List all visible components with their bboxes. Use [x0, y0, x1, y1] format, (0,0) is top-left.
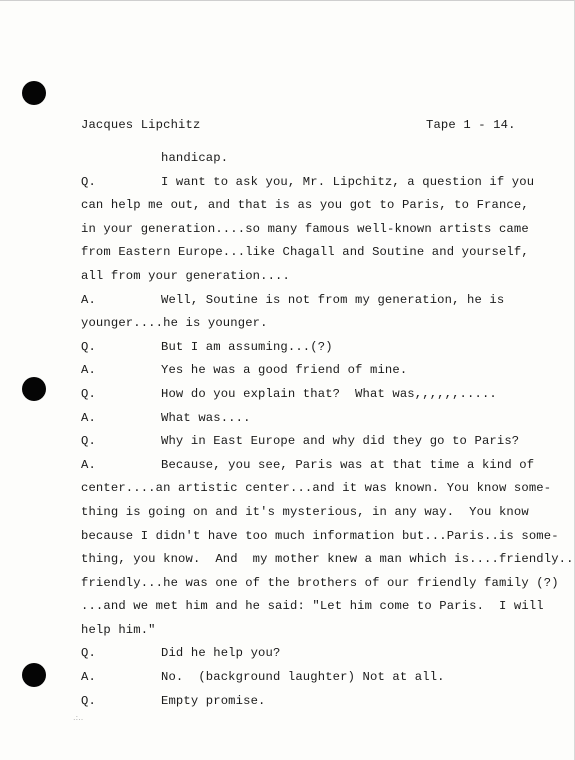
transcript-line [81, 433, 541, 457]
line-text: younger....he is younger. [81, 316, 268, 331]
speaker-label: A. [81, 670, 96, 685]
transcript-line [81, 197, 541, 221]
line-text: can help me out, and that is as you got to Paris, to France, [81, 198, 529, 213]
line-text: in your generation....so many famous well-known artists came [81, 221, 529, 236]
transcript-line [81, 150, 541, 174]
line-text: because I didn't have too much information but...Paris..is some- [81, 528, 559, 543]
transcript-line [81, 410, 541, 434]
transcript-line [81, 480, 552, 504]
line-text: But I am assuming...(?) [161, 339, 333, 354]
speaker-label: A. [81, 410, 96, 425]
line-text: Why in East Europe and why did they go to Paris? [161, 434, 520, 449]
line-text: Empty promise. [161, 693, 266, 708]
transcript-body [81, 150, 574, 716]
punch-hole-top [22, 81, 46, 105]
transcript-line [81, 292, 541, 316]
transcript-line [81, 622, 541, 646]
line-text: How do you explain that? What was,,,,,,..... [161, 386, 497, 401]
line-text: No. (background laughter) Not at all. [161, 670, 445, 685]
header-interviewee-name: Jacques Lipchitz [81, 118, 201, 132]
line-text: from Eastern Europe...like Chagall and Soutine and yourself, [81, 245, 529, 260]
line-text: center....an artistic center...and it was known. You know some- [81, 481, 552, 496]
speaker-label: Q. [81, 339, 96, 354]
line-text: help him." [81, 622, 156, 637]
transcript-line [81, 174, 541, 198]
transcript-line [81, 551, 574, 575]
transcript-line [81, 528, 559, 552]
line-text: Did he help you? [161, 646, 281, 661]
line-text: I want to ask you, Mr. Lipchitz, a question if you [161, 174, 535, 189]
line-text: friendly...he was one of the brothers of our friendly family (?) [81, 575, 559, 590]
transcript-line [81, 693, 541, 717]
transcript-line [81, 268, 541, 292]
line-text: ...and we met him and he said: "Let him come to Paris. I will [81, 599, 544, 614]
transcript-line [81, 504, 541, 528]
transcript-line [81, 645, 541, 669]
scan-smudge: .:.. [73, 713, 84, 722]
speaker-label: A. [81, 457, 96, 472]
transcript-line [81, 669, 541, 693]
transcript-line [81, 457, 541, 481]
line-text: thing, you know. And my mother knew a man which is....friendly.. [81, 552, 574, 567]
transcript-line [81, 362, 541, 386]
speaker-label: Q. [81, 646, 96, 661]
speaker-label: Q. [81, 386, 96, 401]
line-text: thing is going on and it's mysterious, in any way. You know [81, 504, 529, 519]
line-text: What was.... [161, 410, 251, 425]
speaker-label: A. [81, 363, 96, 378]
transcript-line [81, 221, 541, 245]
header-tape-page: Tape 1 - 14. [426, 118, 516, 132]
speaker-label: Q. [81, 174, 96, 189]
punch-hole-middle [22, 377, 46, 401]
transcript-line [81, 315, 541, 339]
line-text: handicap. [161, 151, 229, 165]
transcript-line [81, 598, 544, 622]
line-text: Yes he was a good friend of mine. [161, 363, 408, 378]
speaker-label: A. [81, 292, 96, 307]
transcript-line [81, 575, 559, 599]
line-text: Because, you see, Paris was at that time a kind of [161, 457, 535, 472]
line-text: all from your generation.... [81, 268, 290, 283]
line-text: Well, Soutine is not from my generation, he is [161, 292, 505, 307]
transcript-line [81, 339, 541, 363]
speaker-label: Q. [81, 434, 96, 449]
transcript-line [81, 386, 541, 410]
transcript-line [81, 244, 541, 268]
speaker-label: Q. [81, 693, 96, 708]
punch-hole-bottom [22, 663, 46, 687]
